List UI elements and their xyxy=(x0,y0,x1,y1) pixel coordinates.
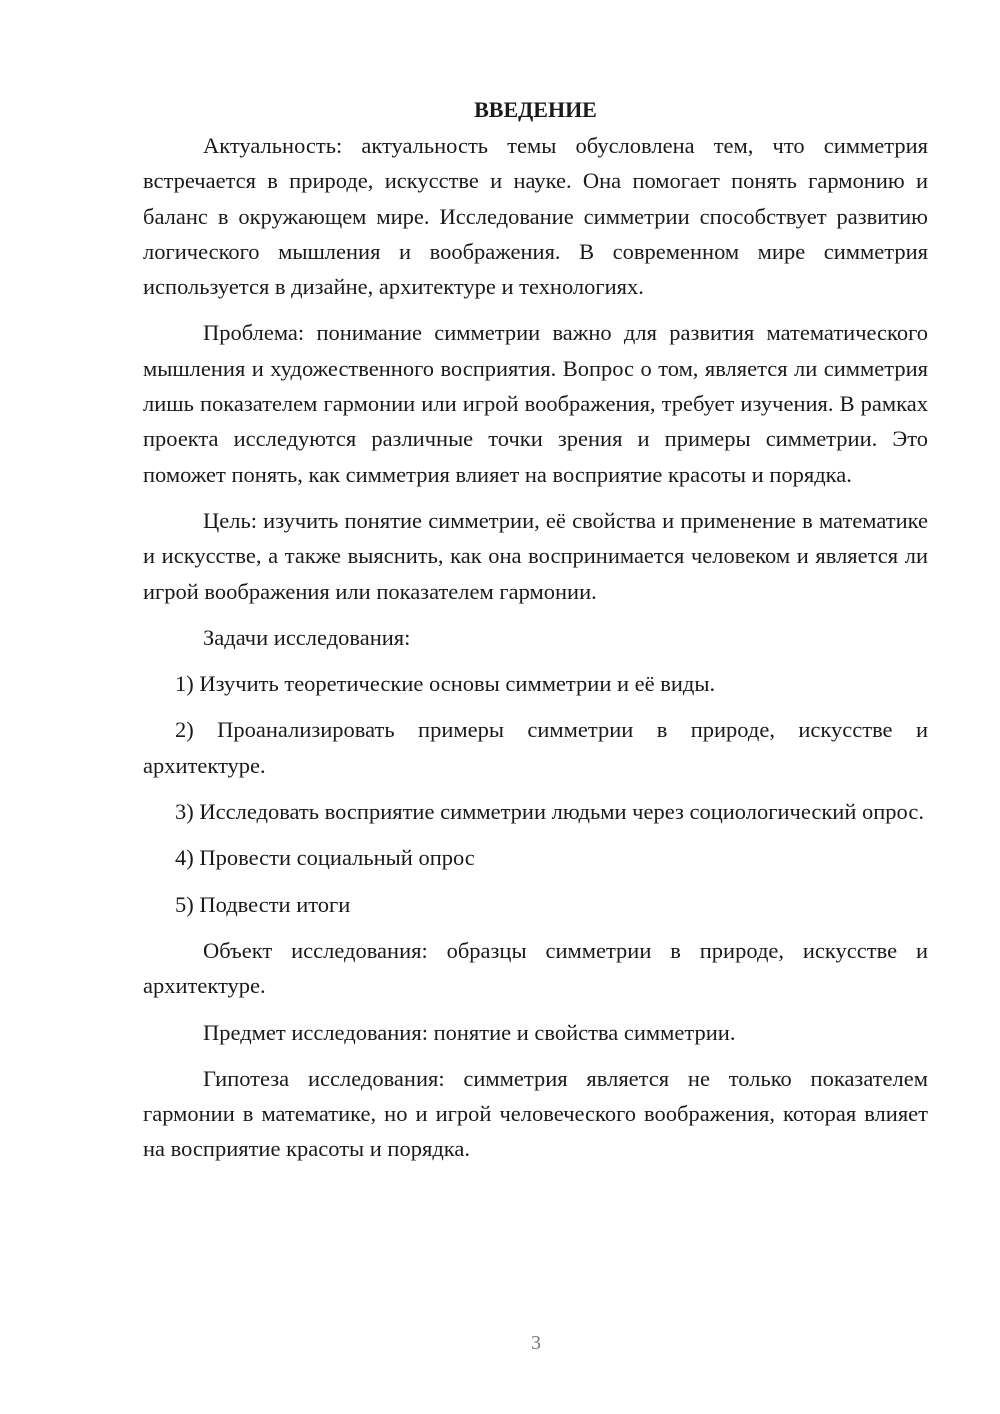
task-item-4: 4) Провести социальный опрос xyxy=(175,845,475,871)
task-item-5: 5) Подвести итоги xyxy=(175,891,351,917)
object-paragraph: Объект исследования: образцы симметрии в природе, искусстве и архитектуре. xyxy=(143,937,928,999)
relevance-paragraph: Актуальность: актуальность темы обусловлена тем, что симметрия встречается в природе, искусстве и науке. Она помогает понять гармонию и баланс в окружающем мире. Исследование симметрии способствует развитию логического мышления и воображения. В современном мире симметрия используется в дизайне, архитектуре и технологиях. xyxy=(143,133,928,300)
tasks-heading: Задачи исследования: xyxy=(203,624,411,650)
task-item-3: 3) Исследовать восприятие симметрии людьми через социологический опрос. xyxy=(175,799,924,825)
page-title: ВВЕДЕНИЕ xyxy=(474,97,597,122)
page-number: 3 xyxy=(531,1332,541,1354)
hypothesis-paragraph: Гипотеза исследования: симметрия является не только показателем гармонии в математике, но и игрой человеческого воображения, которая влияет на восприятие красоты и порядка. xyxy=(143,1065,928,1162)
goal-paragraph: Цель: изучить понятие симметрии, её свойства и применение в математике и искусстве, а также выяснить, как она воспринимается человеком и является ли игрой воображения или показателем гармонии. xyxy=(143,507,928,604)
subject-paragraph: Предмет исследования: понятие и свойства симметрии. xyxy=(203,1019,736,1045)
problem-paragraph: Проблема: понимание симметрии важно для развития математического мышления и художественного восприятия. Вопрос о том, является ли симметрия лишь показателем гармонии или игрой воображения, требует изучения. В рамках проекта исследуются различные точки зрения и примеры симметрии. Это поможет понять, как симметрия влияет на восприятие красоты и порядка. xyxy=(143,320,928,487)
task-item-1: 1) Изучить теоретические основы симметрии и её виды. xyxy=(175,671,716,697)
task-item-2: 2) Проанализировать примеры симметрии в природе, искусстве и архитектуре. xyxy=(143,717,928,778)
document-page xyxy=(143,92,928,1178)
